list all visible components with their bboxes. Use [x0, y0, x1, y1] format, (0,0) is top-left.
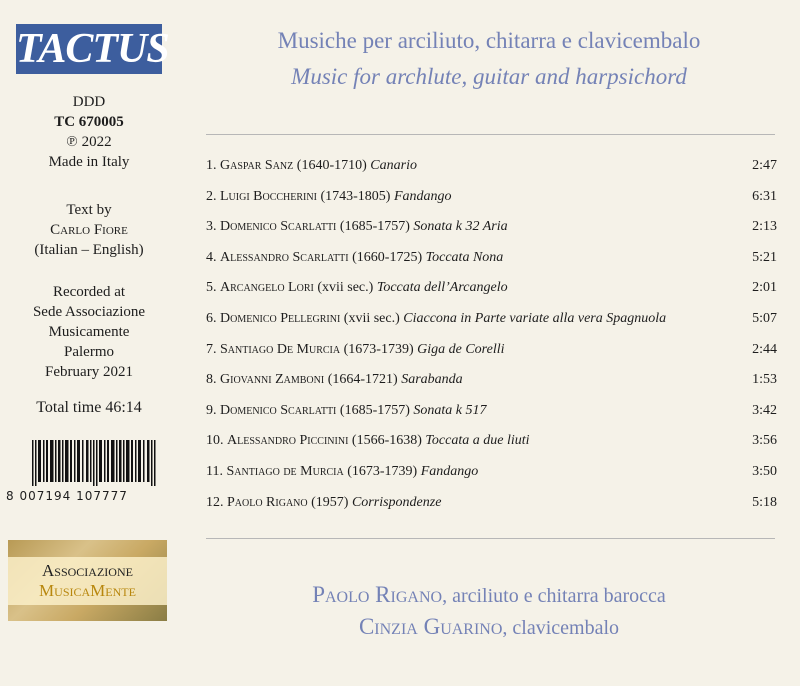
barcode: [32, 440, 158, 486]
recorded-place-2: Musicamente: [48, 324, 130, 340]
total-time-text: Total time 46:14: [36, 399, 142, 416]
track-text: [206, 495, 441, 511]
track-duration: 2:13: [752, 219, 777, 235]
track-number: 9.: [206, 402, 217, 418]
track-dates: (1673-1739): [347, 464, 418, 479]
track-composer: Santiago de Murcia: [226, 464, 344, 479]
track-work: Sarabanda: [401, 372, 463, 388]
association-band: [8, 557, 167, 605]
track-composer: Gaspar Sanz: [220, 158, 294, 173]
divider-bottom: [206, 538, 775, 539]
track-text: [206, 280, 508, 296]
track-number: 3.: [206, 219, 217, 235]
track-composer: Alessandro Piccinini: [227, 433, 349, 449]
track-composer: Domenico Pellegrini: [220, 311, 341, 326]
associazione-musicamente-logo: [8, 540, 167, 621]
track-dates: (1685-1757): [339, 402, 410, 418]
track-duration: 3:42: [752, 402, 777, 418]
text-by-label: Text by: [66, 202, 112, 218]
track-duration: 3:50: [752, 464, 777, 479]
track-number: 8.: [206, 372, 217, 388]
catalog-info: [0, 92, 178, 172]
track-dates: (1566-1638): [351, 433, 422, 449]
performer-2: [178, 614, 800, 640]
track-text: [206, 342, 505, 358]
track-work: Fandango: [420, 464, 479, 479]
track-row: [206, 158, 777, 178]
track-dates: (1660-1725): [352, 249, 423, 265]
track-text: [206, 403, 487, 419]
track-row: [206, 189, 777, 209]
track-work: Toccata dell’Arcangelo: [376, 280, 508, 296]
catalog-number: TC 670005: [54, 114, 124, 130]
track-duration: 6:31: [752, 188, 777, 204]
ddd-label: DDD: [72, 94, 106, 110]
track-dates: (1957): [311, 494, 349, 510]
text-author: Carlo Fiore: [50, 222, 128, 238]
tactus-logo: TACTUS: [16, 26, 169, 72]
phonogram-year: ℗ 2022: [66, 134, 112, 150]
track-composer: Alessandro Scarlatti: [220, 249, 349, 265]
recorded-date: February 2021: [45, 364, 133, 380]
track-duration: 3:56: [752, 433, 777, 449]
track-duration: 2:01: [752, 280, 777, 296]
track-duration: 5:21: [752, 249, 777, 265]
recorded-city: Palermo: [64, 344, 114, 360]
divider-top: [206, 134, 775, 135]
track-text: [206, 189, 452, 205]
track-work: Toccata Nona: [425, 249, 504, 265]
track-text: [206, 372, 463, 388]
track-number: 5.: [206, 280, 217, 296]
track-composer: Arcangelo Lori: [220, 280, 314, 296]
track-work: Toccata a due liuti: [425, 433, 530, 449]
track-text: [206, 250, 503, 266]
association-name-1: Associazione: [42, 560, 133, 580]
track-composer: Domenico Scarlatti: [220, 402, 337, 418]
track-work: Ciaccona in Parte variate alla vera Spagnuola: [403, 311, 667, 326]
track-duration: 5:18: [752, 494, 777, 510]
title-english: Music for archlute, guitar and harpsichord: [291, 64, 687, 89]
track-dates: (1685-1757): [339, 219, 410, 235]
track-text: [206, 219, 508, 235]
made-in: Made in Italy: [48, 154, 130, 170]
track-number: 11.: [206, 464, 223, 479]
track-work: Fandango: [393, 188, 452, 204]
track-number: 4.: [206, 249, 217, 265]
performer-role: , arciliuto e chitarra barocca: [442, 585, 666, 607]
track-duration: 2:44: [752, 341, 777, 357]
track-composer: Luigi Boccherini: [220, 188, 317, 204]
track-row: [206, 342, 777, 362]
track-row: [206, 433, 777, 453]
performer-role: , clavicembalo: [502, 617, 620, 639]
track-dates: (xvii sec.): [317, 280, 374, 296]
track-text: [206, 464, 478, 480]
track-number: 12.: [206, 494, 224, 510]
track-dates: (1640-1710): [296, 158, 367, 173]
track-composer: Santiago De Murcia: [220, 341, 341, 357]
text-credit: [0, 200, 178, 260]
track-number: 6.: [206, 311, 217, 326]
title-italian: Musiche per arciliuto, chitarra e clavicembalo: [277, 28, 701, 53]
track-row: [206, 219, 777, 239]
track-composer: Domenico Scarlatti: [220, 219, 337, 235]
track-dates: (xvii sec.): [343, 311, 400, 326]
track-row: [206, 250, 777, 270]
track-composer: Paolo Rigano: [227, 494, 308, 510]
track-text: [206, 158, 417, 174]
recording-info: [0, 282, 178, 382]
track-number: 2.: [206, 188, 217, 204]
track-duration: 5:07: [752, 311, 777, 326]
track-dates: (1673-1739): [343, 341, 414, 357]
recorded-at: Recorded at: [52, 284, 126, 300]
recorded-place-1: Sede Associazione: [32, 304, 146, 320]
track-text: [206, 311, 666, 327]
performer-name: Cinzia Guarino: [358, 614, 503, 639]
track-text: [206, 433, 530, 449]
track-dates: (1664-1721): [327, 372, 398, 388]
track-row: [206, 372, 777, 392]
track-row: [206, 403, 777, 423]
track-row: [206, 464, 777, 484]
track-row: [206, 495, 777, 515]
track-work: Canario: [370, 158, 417, 173]
track-duration: 2:47: [752, 158, 777, 173]
track-work: Sonata k 32 Aria: [413, 219, 508, 235]
track-work: Corrispondenze: [351, 494, 442, 510]
track-composer: Giovanni Zamboni: [220, 372, 325, 388]
track-row: [206, 311, 777, 331]
performer-1: [178, 582, 800, 608]
total-time: [0, 398, 178, 418]
performer-name: Paolo Rigano: [312, 582, 443, 607]
barcode-number: 8 007194 107777: [6, 489, 128, 503]
track-work: Sonata k 517: [413, 402, 487, 418]
track-work: Giga de Corelli: [417, 341, 505, 357]
track-row: [206, 280, 777, 300]
association-name-2: MusicaMente: [39, 580, 136, 600]
track-duration: 1:53: [752, 372, 777, 388]
text-languages: (Italian – English): [34, 242, 144, 258]
track-dates: (1743-1805): [320, 188, 391, 204]
track-number: 1.: [206, 158, 217, 173]
track-number: 7.: [206, 341, 217, 357]
track-number: 10.: [206, 433, 224, 449]
